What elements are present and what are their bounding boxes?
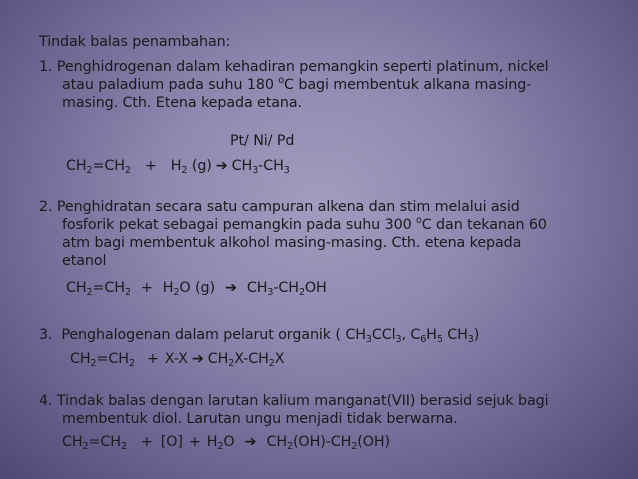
item1-text2b: C bagi membentuk alkana masing-	[284, 77, 532, 93]
item1-number: 1.	[39, 59, 53, 75]
item1-text1: Penghidrogenan dalam kehadiran pemangkin seperti platinum, nickel	[56, 59, 549, 75]
item2-number: 2.	[39, 199, 53, 215]
item1-text2a: atau paladium pada suhu 180	[62, 77, 279, 93]
equation-1: $CH_2=CH_2 + H_2$ (g) ➔ $CH_3-CH_3$	[66, 158, 290, 176]
degree-sup: o	[278, 75, 285, 86]
item2-line4: etanol	[62, 253, 107, 269]
item1-line1	[39, 58, 549, 77]
item1-line3: masing. Cth. Etena kepada etana.	[62, 95, 302, 111]
arrow-icon: ➔	[224, 280, 237, 296]
item2-text1: Penghidratan secara satu campuran alkena dan stim melalui asid	[56, 199, 520, 215]
item2-line2: fosforik pekat sebagai pemangkin pada suhu 300 $^o$C dan tekanan 60	[62, 215, 547, 233]
item3-number: 3.	[39, 327, 53, 343]
item4-line1	[39, 392, 549, 411]
item2-line1	[39, 198, 520, 217]
item4-text1: Tindak balas dengan larutan kalium manganat(VII) berasid sejuk bagi	[56, 393, 549, 409]
arrow-icon: ➔	[215, 158, 228, 174]
item4-line2: membentuk diol. Larutan ungu menjadi tidak berwarna.	[62, 411, 458, 427]
catalyst-label: Pt/ Ni/ Pd	[230, 133, 295, 149]
equation-2: $CH_2=CH_2 + H_2O$ (g) ➔ $CH_3-CH_2OH$	[66, 280, 327, 298]
item4-number: 4.	[39, 393, 53, 409]
item1-line2	[62, 76, 531, 95]
equation-3: $CH_2=CH_2 + X-X$ ➔ $CH_2X-CH_2X$	[70, 351, 285, 369]
equation-4: $CH_2=CH_2 + [O] + H_2O$ ➔ $CH_2(OH)-CH_2(OH)$	[62, 434, 391, 452]
arrow-icon: ➔	[244, 434, 257, 450]
item3-line1: 3. Penghalogenan dalam pelarut organik ( $CH_3CCl_3$, $C_6H_5$ $CH_3$)	[39, 327, 480, 345]
arrow-icon: ➔	[191, 351, 204, 367]
item2-line3: atm bagi membentuk alkohol masing-masing. Cth. etena kepada	[62, 235, 522, 251]
slide-title: Tindak balas penambahan:	[39, 34, 231, 50]
